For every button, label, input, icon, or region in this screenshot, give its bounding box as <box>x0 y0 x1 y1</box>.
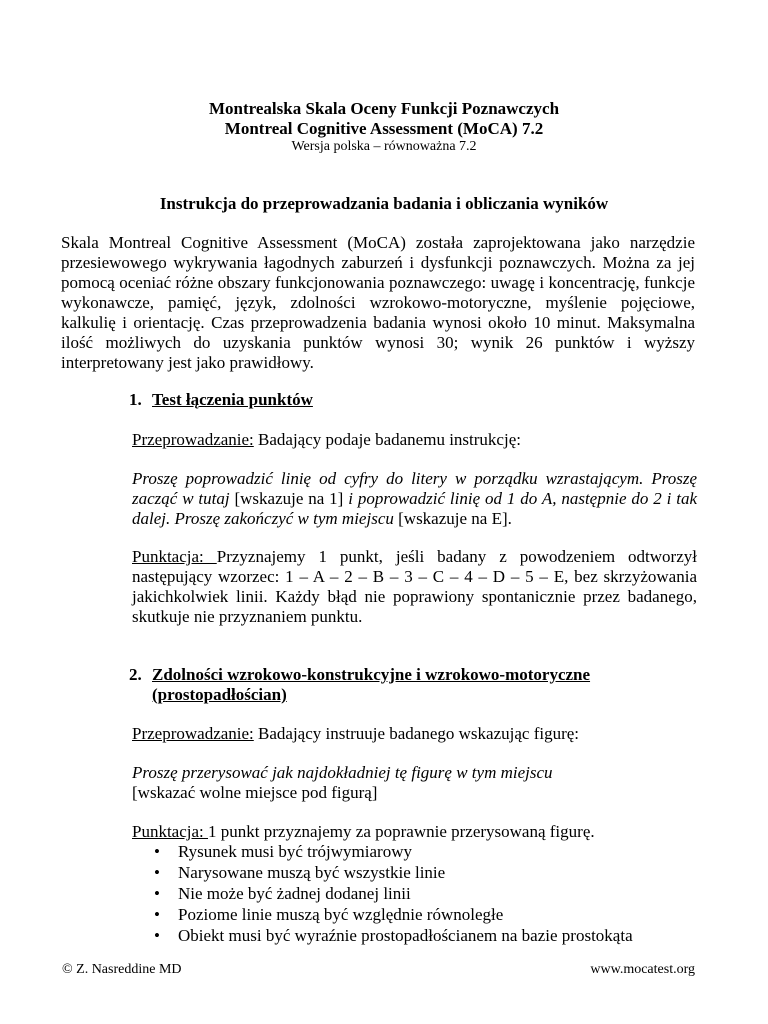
list-item: • Obiekt musi być wyraźnie prostopadłościanem na bazie prostokąta <box>154 926 633 945</box>
section2-title-line1: Zdolności wzrokowo-konstrukcyjne i wzrokowo-motoryczne <box>152 665 591 684</box>
criteria-list <box>154 841 633 946</box>
score-text: 1 punkt przyznajemy za poprawnie przerysowaną figurę. <box>208 822 595 841</box>
admin-label: Przeprowadzanie: <box>132 724 254 743</box>
list-item: • Nie może być żadnej dodanej linii <box>154 884 411 903</box>
section1-title: Test łączenia punktów <box>152 390 313 409</box>
bullet-icon: • <box>154 863 160 882</box>
section1-admin <box>132 430 697 450</box>
section1-number: 1. <box>129 390 142 409</box>
instruction-text: Proszę poprowadzić linię od cyfry do litery w porządku wzrastającym. Proszę zacząć w tutaj <box>132 469 697 508</box>
section2-admin <box>132 724 697 744</box>
admin-text: Badający podaje badanemu instrukcję: <box>253 430 521 449</box>
instruction-text: i poprowadzić linię od 1 do A, następnie do 2 i tak dalej. Proszę zakończyć w tym miejscu <box>132 489 697 528</box>
section-title: Instrukcja do przeprowadzania badania i obliczania wyników <box>159 194 609 213</box>
section2-instruction-note: [wskazać wolne miejsce pod figurą] <box>132 783 378 802</box>
score-label: Punktacja: <box>132 822 209 841</box>
list-item: • Rysunek musi być trójwymiarowy <box>154 842 412 861</box>
title-polish: Montrealska Skala Oceny Funkcji Poznawczych <box>208 99 560 118</box>
intro-paragraph: Skala Montreal Cognitive Assessment (MoCA) została zaprojektowana jako narzędzie przesiewowego wykrywania łagodnych zaburzeń i dysfunkcji poznawczych. Można za jej pomocą oceniać różne obszary funkcjonowania poznawczego: uwagę i koncentrację, funkcje wykonawcze, pamięć, język, zdolności wzrokowo-motoryczne, myślenie pojęciowe, kalkulię i orientację. Czas przeprowadzenia badania wynosi około 10 minut. Maksymalna ilość możliwych do uzyskania punktów wynosi 30; wynik 26 punktów i wyższy interpretowany jest jako prawidłowy. <box>61 233 695 372</box>
score-label: Punktacja: <box>132 547 217 566</box>
section1-instruction <box>132 469 697 529</box>
version-label: Wersja polska – równoważna 7.2 <box>291 139 477 154</box>
score-text: Przyznajemy 1 punkt, jeśli badany z powodzeniem odtworzył następujący wzorzec: 1 – A – 2 – B – 3 – C – 4 – D – 5 – E, bez skrzyżowania jakichkolwiek linii. Każdy błąd nie poprawiony spontanicznie przez badanego, skutkuje nie przyznaniem punktu. <box>132 547 697 626</box>
bullet-icon: • <box>154 842 160 861</box>
instruction-note: [wskazuje na E]. <box>393 509 512 528</box>
section2-instruction: Proszę przerysować jak najdokładniej tę figurę w tym miejscu <box>132 763 553 782</box>
admin-text: Badający instruuje badanego wskazując figurę: <box>253 724 580 743</box>
list-item: • Narysowane muszą być wszystkie linie <box>154 863 446 882</box>
bullet-icon: • <box>154 905 160 924</box>
instruction-note: [wskazuje na 1] <box>229 489 349 508</box>
title-english: Montreal Cognitive Assessment (MoCA) 7.2 <box>224 119 544 138</box>
footer-website[interactable]: www.mocatest.org <box>590 962 695 977</box>
bullet-icon: • <box>154 926 160 945</box>
section1-scoring <box>132 547 697 627</box>
bullet-icon: • <box>154 884 160 903</box>
section2-scoring <box>132 822 697 842</box>
admin-label: Przeprowadzanie: <box>132 430 254 449</box>
footer-author: © Z. Nasreddine MD <box>62 962 182 977</box>
section2-title-line2: (prostopadłościan) <box>152 685 287 704</box>
list-item: • Poziome linie muszą być względnie równoległe <box>154 905 504 924</box>
section2-number: 2. <box>129 665 142 684</box>
